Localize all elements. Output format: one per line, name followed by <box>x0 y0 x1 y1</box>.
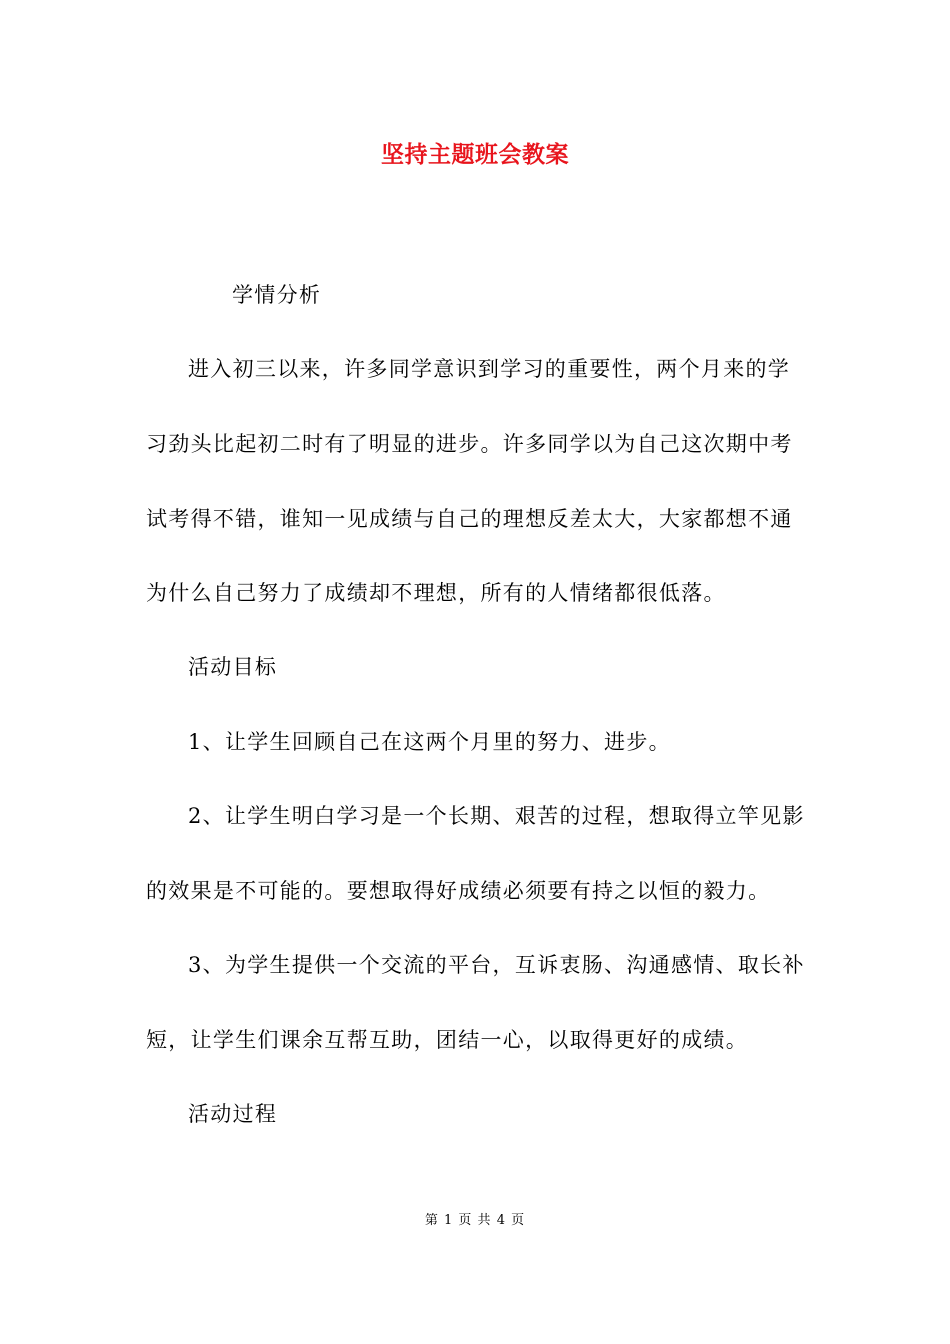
paragraph-line: 试考得不错，谁知一见成绩与自己的理想反差太大，大家都想不通 <box>146 507 793 531</box>
paragraph-line: 为什么自己努力了成绩却不理想，所有的人情绪都很低落。 <box>146 581 726 605</box>
heading-activity-process: 活动过程 <box>188 1102 278 1126</box>
goal-item-2-line: 2、让学生明白学习是一个长期、艰苦的过程，想取得立竿见影 <box>188 804 805 828</box>
paragraph-line: 进入初三以来，许多同学意识到学习的重要性，两个月来的学 <box>188 357 791 381</box>
page-number: 第 1 页 共 4 页 <box>424 1213 526 1228</box>
document-title: 坚持主题班会教案 <box>381 141 569 168</box>
goal-item-3-line: 短，让学生们课余互帮互助，团结一心，以取得更好的成绩。 <box>146 1028 749 1052</box>
paragraph-line: 习劲头比起初二时有了明显的进步。许多同学以为自己这次期中考 <box>146 432 793 456</box>
heading-activity-goals: 活动目标 <box>188 655 278 679</box>
goal-item-2-line: 的效果是不可能的。要想取得好成绩必须要有持之以恒的毅力。 <box>146 879 771 903</box>
goal-item-1: 1、让学生回顾自己在这两个月里的努力、进步。 <box>188 730 671 754</box>
heading-learning-analysis: 学情分析 <box>232 283 322 307</box>
goal-item-3-line: 3、为学生提供一个交流的平台，互诉衷肠、沟通感情、取长补 <box>188 953 805 977</box>
